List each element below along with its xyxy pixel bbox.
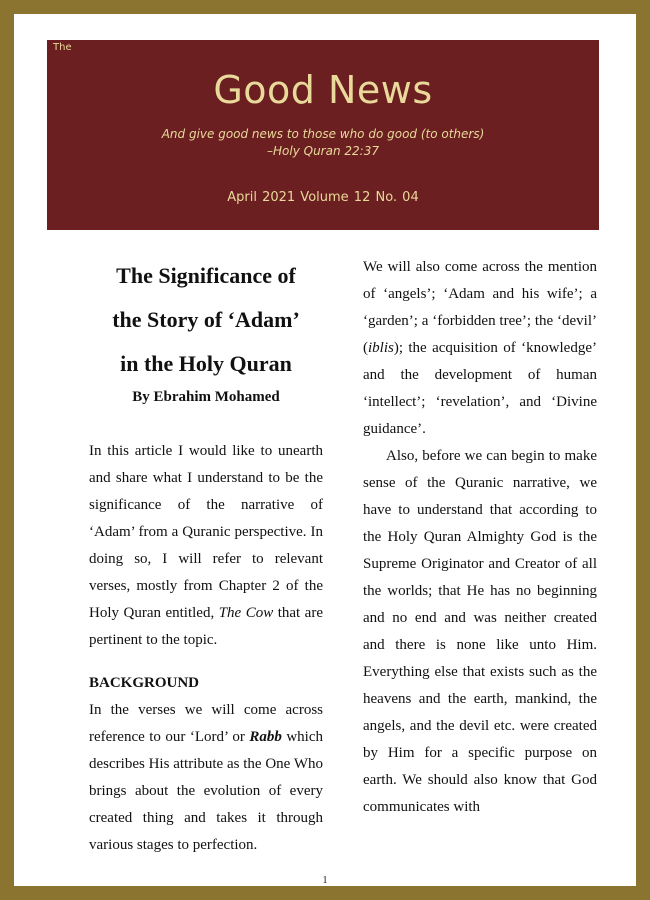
article-title: [89, 254, 323, 386]
article-title-line: in the Holy Quran: [120, 351, 292, 376]
right-column: [363, 254, 597, 821]
page: [14, 14, 636, 886]
masthead-prefix: The: [53, 42, 72, 53]
issue-info: April 2021 Volume 12 No. 04: [227, 190, 419, 205]
masthead-tagline: [47, 126, 599, 160]
concepts-text-end: ); the acquisition of ‘knowledge’ and the development of human ‘intellect’; ‘revelation’, and ‘Divine guidance’.: [363, 340, 597, 437]
creator-paragraph: Also, before we can begin to make sense of the Quranic narrative, we have to understand that according to the Holy Quran Almighty God is the Supreme Originator and Creator of all the worlds; that He has no beginning and no end and was neither created and there is none like unto Him. Everything else that exists such as the heavens and the earth, mankind, the angels, and the devil etc. were created by Him for a specific purpose on earth. We should also know that God communicates with: [363, 448, 597, 815]
rabb-term: Rabb: [249, 729, 282, 745]
iblis-term: iblis: [368, 340, 394, 356]
concepts-paragraph: [363, 254, 597, 443]
intro-text-end: that are pertinent to the topic.: [89, 605, 323, 648]
concepts-text: We will also come across the mention of ‘angels’; ‘Adam and his wife’; a ‘garden’; a ‘forbidden tree’; the ‘devil’ (: [363, 259, 597, 356]
background-text: In the verses we will come across reference to our ‘Lord’ or: [89, 702, 323, 745]
left-column: [89, 254, 323, 859]
intro-paragraph: [89, 438, 323, 654]
intro-text: In this article I would like to unearth and share what I understand to be the significance of the narrative of ‘Adam’ from a Quranic perspective. In doing so, I will refer to relevant verses, mostly from Chapter 2 of the Holy Quran entitled,: [89, 443, 323, 621]
article-title-line: The Significance of: [116, 263, 296, 288]
intro-chapter-name: The Cow: [218, 605, 274, 621]
tagline-quote: And give good news to those who do good (to others): [161, 127, 485, 141]
background-paragraph: [89, 697, 323, 859]
masthead-title: Good News: [213, 68, 433, 112]
article-title-line: the Story of ‘Adam’: [112, 307, 300, 332]
section-heading: BACKGROUND: [89, 675, 200, 691]
tagline-citation: –Holy Quran 22:37: [267, 144, 379, 158]
masthead-banner: [47, 40, 599, 230]
background-text-end: which describes His attribute as the One Who brings about the evolution of every created thing and takes it through various stages to perfection.: [89, 729, 323, 853]
page-number: 1: [322, 875, 328, 886]
article-byline: By Ebrahim Mohamed: [132, 389, 280, 405]
